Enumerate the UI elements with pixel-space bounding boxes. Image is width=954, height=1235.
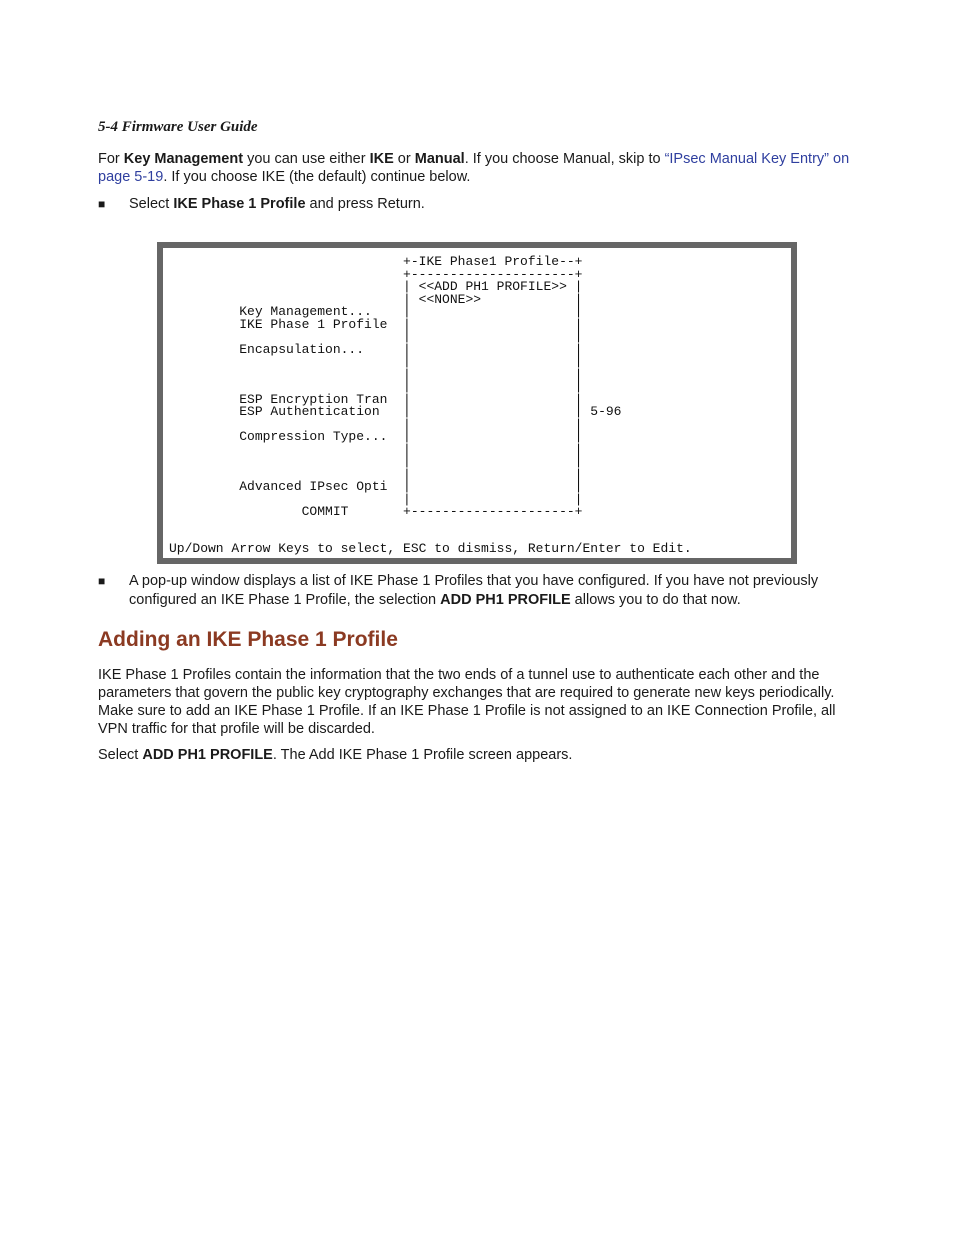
terminal-line: Encapsulation... | | (169, 341, 583, 357)
terminal-line: Advanced IPsec Opti | | (169, 479, 583, 494)
terminal-status-line: Up/Down Arrow Keys to select, ESC to dismiss, Return/Enter to Edit. (169, 541, 692, 556)
terminal-line: +-IKE Phase1 Profile--+ (169, 254, 583, 269)
bullet-square-icon: ■ (98, 574, 106, 588)
running-head: 5-4 Firmware User Guide (98, 119, 258, 135)
manual-term: Manual (414, 151, 465, 167)
bullet-square-icon: ■ (98, 197, 106, 211)
intro-text: . If you choose Manual, skip to (464, 151, 665, 167)
terminal-line: | | (169, 379, 583, 394)
terminal-line: IKE Phase 1 Profile | | (169, 316, 583, 332)
add-ph1-profile-term: ADD PH1 PROFILE (142, 747, 273, 763)
intro-text: you can use either (243, 151, 370, 167)
terminal-line: COMMIT +---------------------+ (169, 504, 583, 519)
terminal-line: | | (169, 366, 583, 382)
terminal-line: +---------------------+ (169, 266, 583, 282)
ike-term: IKE (369, 151, 394, 167)
terminal-line: | | (169, 441, 583, 457)
terminal-line: | | (169, 416, 583, 432)
select-instruction: Select ADD PH1 PROFILE. The Add IKE Phase 1 Profile screen appears. (98, 747, 573, 763)
terminal-line: ESP Encryption Tran | | (169, 391, 583, 407)
terminal-line: | | (169, 354, 583, 369)
intro-text: or (393, 151, 415, 167)
terminal-line: | <<ADD PH1 PROFILE>> | (169, 279, 583, 294)
add-ph1-profile-term: ADD PH1 PROFILE (440, 592, 571, 608)
key-management-term: Key Management (123, 151, 244, 167)
ipsec-manual-key-link[interactable]: “IPsec Manual Key Entry” on page 5-19 (98, 151, 850, 185)
ike-phase1-profile-term: IKE Phase 1 Profile (173, 196, 306, 212)
terminal-line: Compression Type... | | (169, 429, 583, 444)
terminal-line: Key Management... | | (169, 304, 583, 319)
terminal-line: | | (169, 454, 583, 469)
terminal-line: ESP Authentication | | 5-96 (169, 404, 622, 419)
bullet-text: Select IKE Phase 1 Profile and press Return. (129, 196, 425, 212)
intro-text: . If you choose IKE (the default) continue below. (163, 169, 471, 185)
terminal-line: | | (169, 466, 583, 482)
intro-paragraph (98, 150, 858, 186)
terminal-menu (169, 256, 621, 519)
terminal-line: | | (169, 491, 583, 507)
section-title: Adding an IKE Phase 1 Profile (98, 628, 398, 651)
bullet-text: A pop-up window displays a list of IKE Phase 1 Profiles that you have configured. If you have not previously configured an IKE Phase 1 Profile, the selection ADD PH1 PROFILE allows you to do that now. (129, 573, 819, 608)
terminal-screen (157, 242, 797, 564)
terminal-line: | <<NONE>> | (169, 291, 583, 307)
terminal-line: | | (169, 329, 583, 344)
intro-text: For (98, 151, 124, 167)
section-paragraph: IKE Phase 1 Profiles contain the information that the two ends of a tunnel use to authenticate each other and the parameters that govern the public key cryptography exchanges that are required to generate new keys periodically. Make sure to add an IKE Phase 1 Profile. If an IKE Phase 1 Profile is not assigned to an IKE Connection Profile, all VPN traffic for that profile will be discarded. (98, 667, 836, 737)
